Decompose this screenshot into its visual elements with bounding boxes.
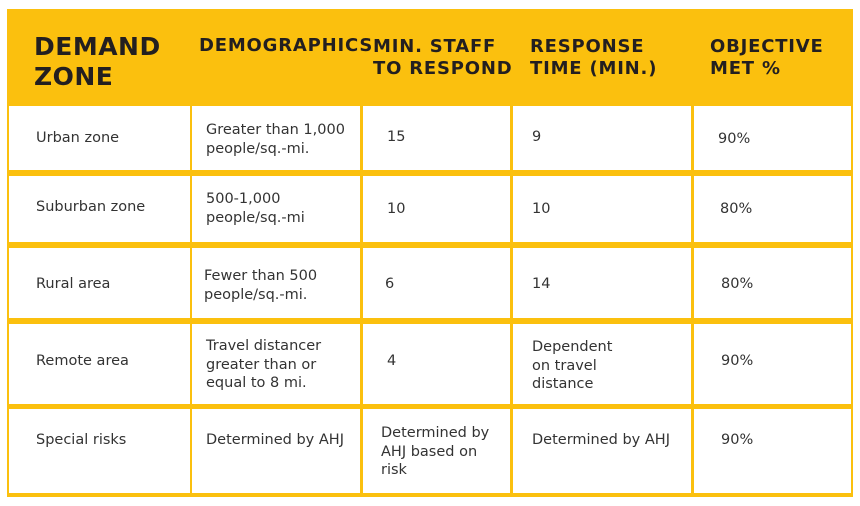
table-cell: [192, 324, 360, 404]
table-cell: [363, 324, 510, 404]
cell-text: 80%: [720, 201, 753, 217]
cell-text: 90%: [721, 432, 754, 448]
table-cell: [363, 409, 510, 493]
cell-text: 80%: [721, 276, 754, 292]
table-cell: [363, 106, 510, 170]
cell-text: 10: [532, 201, 551, 217]
cell-text: 4: [387, 353, 397, 369]
header-label: MIN. STAFF TO RESPOND: [373, 36, 513, 79]
table-cell: [9, 248, 190, 318]
header-label: RESPONSE TIME (MIN.): [530, 36, 658, 79]
table-cell: [513, 248, 691, 318]
header-min-staff: [373, 36, 513, 79]
cell-text: Determined by AHJ: [532, 432, 670, 448]
cell-text: 9: [532, 129, 542, 145]
table-cell: [9, 176, 190, 242]
cell-text: Suburban zone: [36, 199, 146, 215]
table-cell: [363, 176, 510, 242]
cell-text: Remote area: [36, 353, 129, 369]
header-objective-met: [710, 36, 840, 79]
table-cell: [513, 176, 691, 242]
cell-text: 90%: [718, 131, 751, 147]
cell-text: Dependent on travel distance: [532, 339, 613, 393]
header-label: DEMOGRAPHICS: [199, 35, 374, 56]
header-label: OBJECTIVE MET %: [710, 36, 824, 79]
cell-text: 500-1,000 people/sq.-mi: [206, 191, 305, 226]
table-cell: [363, 248, 510, 318]
cell-text: 15: [387, 129, 406, 145]
table-cell: [192, 176, 360, 242]
table-cell: [694, 324, 851, 404]
header-response-time: [530, 36, 680, 79]
table-cell: [9, 409, 190, 493]
cell-text: 10: [387, 201, 406, 217]
cell-text: Determined by AHJ: [206, 432, 344, 448]
header-demographics: [199, 35, 374, 57]
table-cell: [9, 106, 190, 170]
cell-text: 90%: [721, 353, 754, 369]
header-demand-zone: [34, 32, 184, 91]
table-cell: [192, 248, 360, 318]
table-cell: [9, 324, 190, 404]
cell-text: 6: [385, 276, 395, 292]
demand-zone-table: [7, 9, 853, 497]
table-cell: [192, 409, 360, 493]
table-cell: [694, 106, 851, 170]
header-label: DEMAND ZONE: [34, 32, 161, 91]
cell-text: Rural area: [36, 276, 111, 292]
table-cell: [513, 106, 691, 170]
cell-text: Fewer than 500 people/sq.-mi.: [204, 268, 318, 303]
table-cell: [513, 409, 691, 493]
cell-text: Special risks: [36, 432, 127, 448]
cell-text: Travel distancer greater than or equal to 8 mi.: [206, 338, 322, 392]
table-cell: [694, 248, 851, 318]
cell-text: 14: [532, 276, 551, 292]
cell-text: Urban zone: [36, 130, 120, 146]
table-cell: [513, 324, 691, 404]
cell-text: Greater than 1,000 people/sq.-mi.: [206, 122, 345, 157]
table-cell: [694, 176, 851, 242]
cell-text: Determined by AHJ based on risk: [381, 425, 490, 479]
table-cell: [694, 409, 851, 493]
table-cell: [192, 106, 360, 170]
